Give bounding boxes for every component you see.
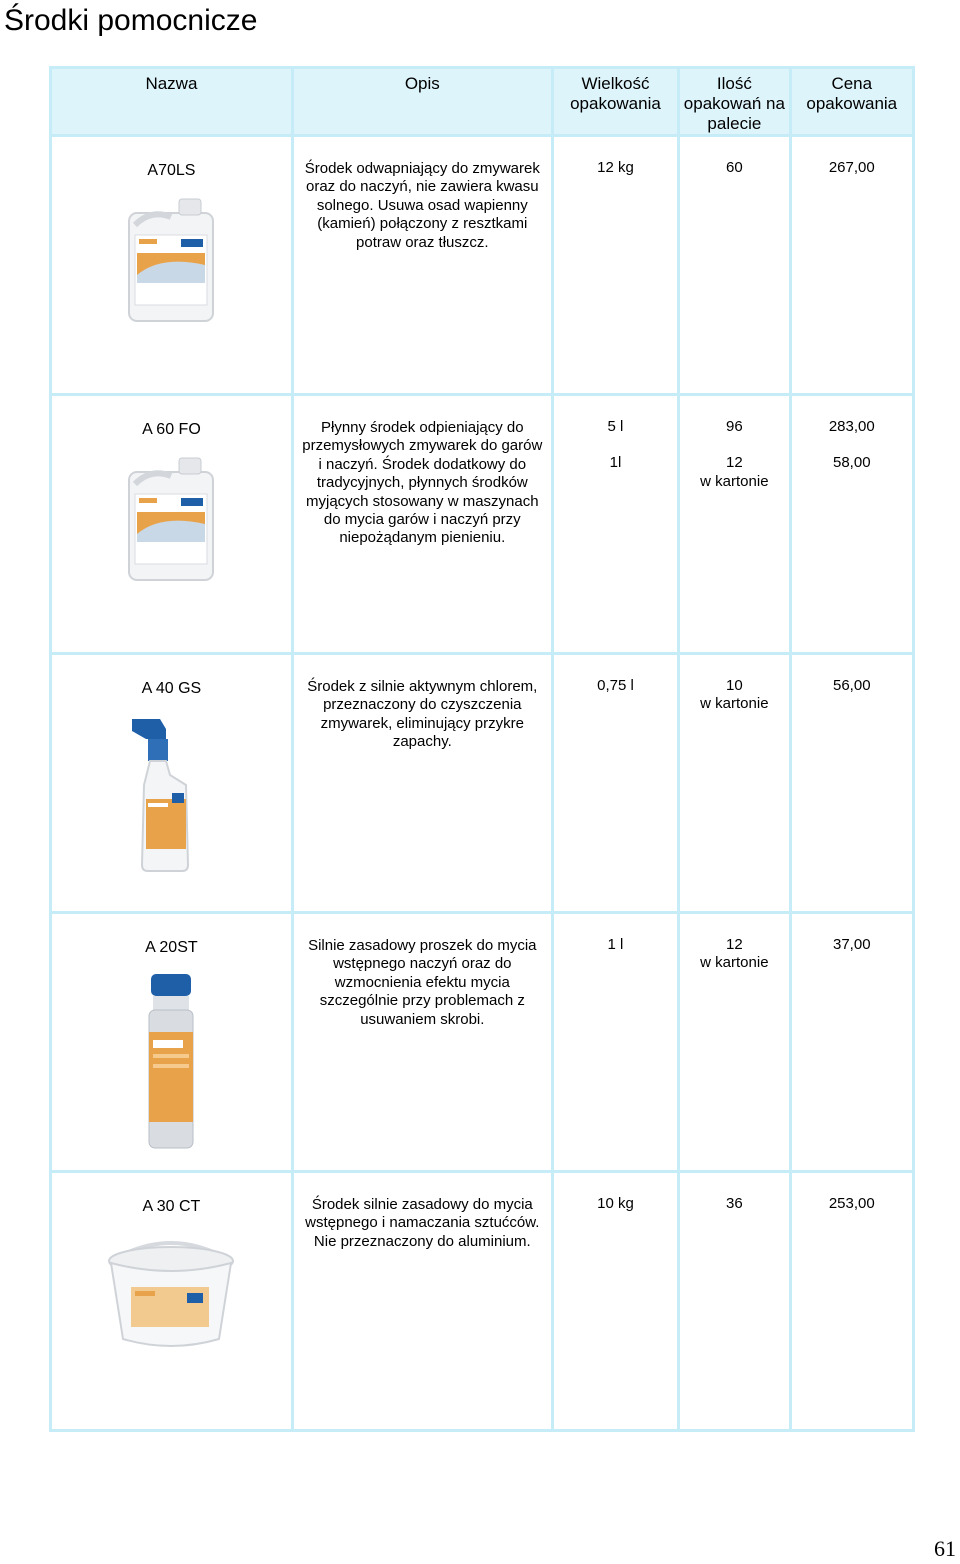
quantity-cell	[680, 1173, 788, 1429]
product-name: A 40 GS	[141, 680, 202, 697]
quantity: 36	[726, 1195, 743, 1212]
price-cell	[792, 914, 912, 1170]
table-row	[52, 1173, 912, 1429]
product-name-cell	[52, 1173, 291, 1429]
quantity: 96	[726, 418, 743, 435]
package-size: 5 l	[607, 418, 624, 435]
product-name: A70LS	[147, 162, 196, 179]
price: 37,00	[833, 936, 871, 953]
product-description: Silnie zasadowy proszek do mycia wstępnego naczyń oraz do wzmocnienia efektu mycia szczególnie przy problemach z usuwaniem skrobi.	[294, 914, 551, 1170]
price: 58,00	[833, 454, 871, 472]
price: 283,00	[828, 418, 875, 435]
table-header-row	[52, 69, 912, 134]
quantity: 12	[726, 936, 743, 953]
powder-bottle-image	[141, 972, 201, 1152]
product-description: Płynny środek odpieniający do przemysłowych zmywarek do garów i naczyń. Środek dodatkowy do tradycyjnych, płynnych środków myjących stosowany w maszynach do mycia garów i naczyń przy niepożądanym pienieniu.	[294, 396, 551, 652]
table-row	[52, 396, 912, 652]
quantity-cell	[680, 137, 788, 393]
product-name: A 30 CT	[142, 1198, 201, 1215]
canister-image	[121, 195, 221, 325]
package-size-cell	[554, 1173, 677, 1429]
header-description: Opis	[294, 69, 551, 134]
package-size-cell	[554, 655, 677, 911]
quantity-cell	[680, 655, 788, 911]
package-size: 1 l	[607, 936, 624, 953]
product-name-cell	[52, 655, 291, 911]
product-name: A 20ST	[145, 939, 198, 956]
price-cell	[792, 655, 912, 911]
product-description: Środek silnie zasadowy do mycia wstępnego i namaczania sztućców. Nie przeznaczony do aluminium.	[294, 1173, 551, 1429]
product-name-cell	[52, 396, 291, 652]
quantity-cell	[680, 396, 788, 652]
package-size: 1l	[609, 454, 622, 472]
package-size-cell	[554, 137, 677, 393]
product-description: Środek z silnie aktywnym chlorem, przeznaczony do czyszczenia zmywarek, eliminujący przykre zapachy.	[294, 655, 551, 911]
quantity: 10	[726, 677, 743, 694]
price: 267,00	[828, 159, 875, 176]
product-name-cell	[52, 914, 291, 1170]
price-cell	[792, 1173, 912, 1429]
quantity-unit: w kartonie	[700, 954, 769, 972]
quantity-unit: w kartonie	[700, 695, 769, 713]
header-package-size: Wielkość opakowania	[554, 69, 677, 134]
canister-image	[121, 454, 221, 584]
page-number: 61	[934, 1536, 956, 1561]
quantity: 12	[726, 454, 743, 472]
package-size-cell	[554, 396, 677, 652]
package-size-cell	[554, 914, 677, 1170]
spray-bottle-image	[126, 713, 216, 873]
header-name: Nazwa	[52, 69, 291, 134]
price-cell	[792, 137, 912, 393]
price-cell	[792, 396, 912, 652]
header-price: Cena opakowania	[792, 69, 912, 134]
quantity-unit: w kartonie	[700, 472, 769, 490]
price: 253,00	[828, 1195, 875, 1212]
page-title: Środki pomocnicze	[4, 4, 258, 37]
package-size: 0,75 l	[597, 677, 634, 694]
quantity-cell	[680, 914, 788, 1170]
bucket-image	[101, 1231, 241, 1351]
header-quantity-per-pallet: Ilość opakowań na palecie	[680, 69, 788, 134]
price: 56,00	[833, 677, 871, 694]
products-table	[49, 66, 915, 1432]
table-row	[52, 655, 912, 911]
product-description: Środek odwapniający do zmywarek oraz do naczyń, nie zawiera kwasu solnego. Usuwa osad wapienny (kamień) połączony z resztkami potraw oraz tłuszcz.	[294, 137, 551, 393]
quantity: 60	[726, 159, 743, 176]
package-size: 12 kg	[597, 159, 634, 176]
package-size: 10 kg	[597, 1195, 634, 1212]
product-name-cell	[52, 137, 291, 393]
table-row	[52, 137, 912, 393]
table-row	[52, 914, 912, 1170]
product-name: A 60 FO	[142, 421, 201, 438]
